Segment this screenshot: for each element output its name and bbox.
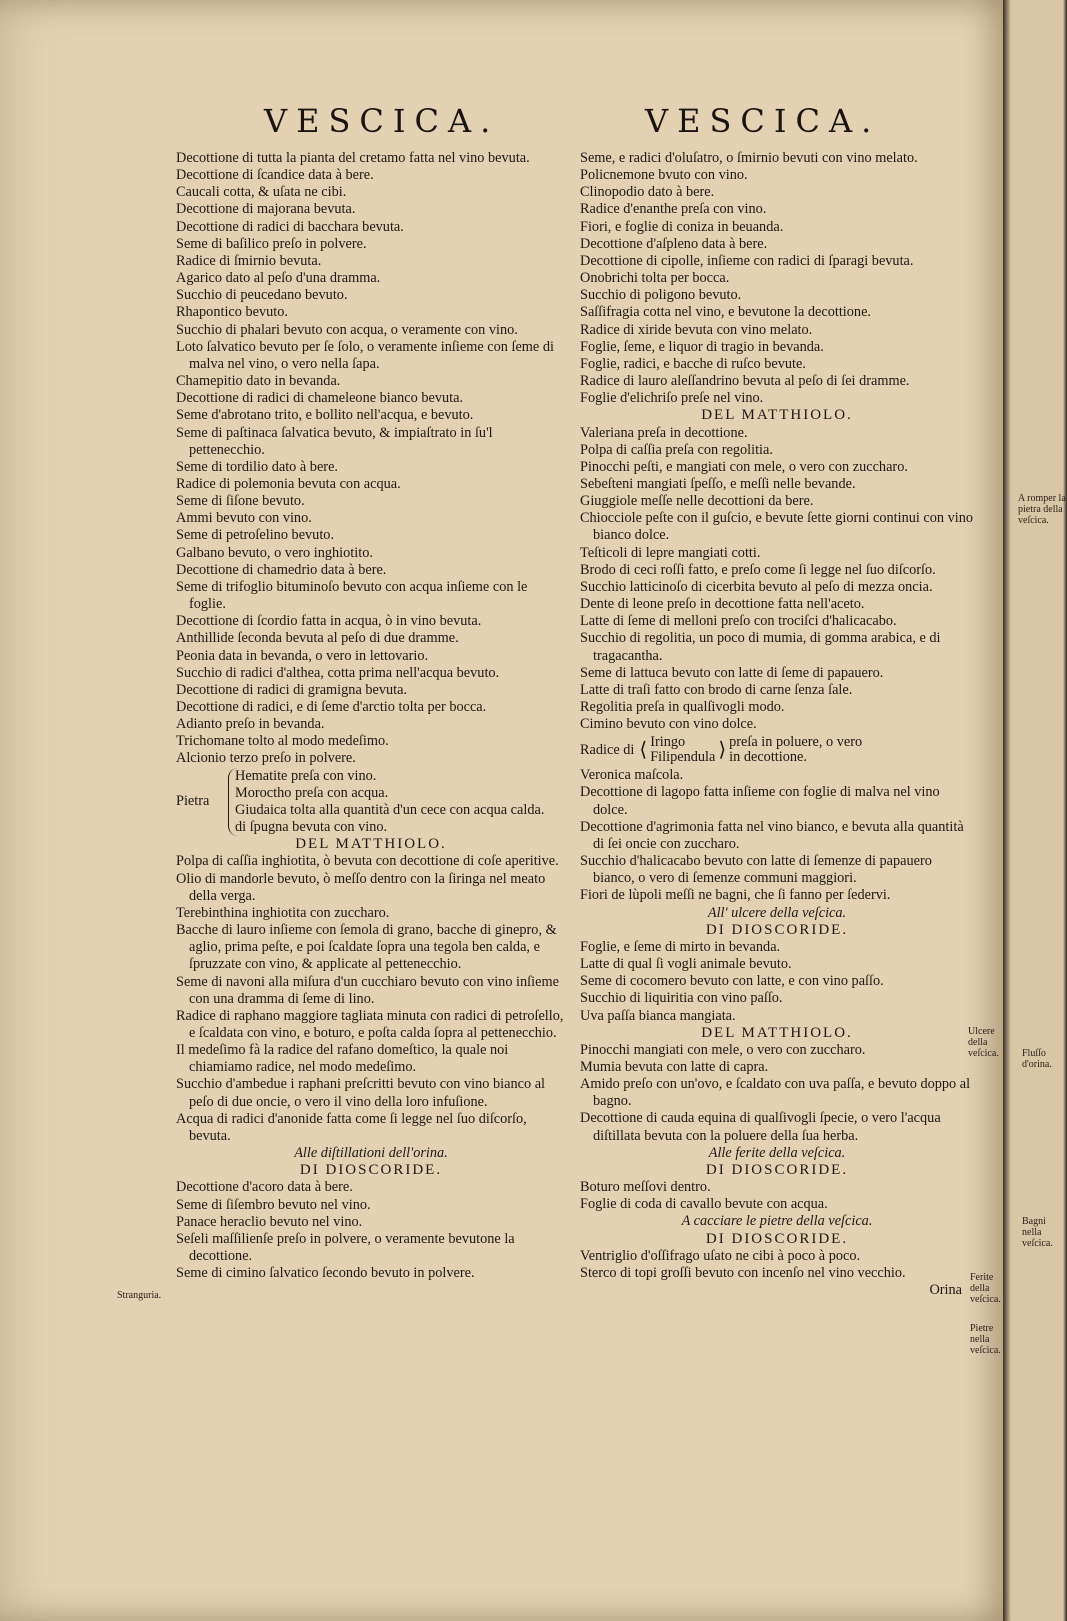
remedy-line: Decottione di majorana bevuta. bbox=[176, 201, 356, 218]
remedy-line: Succhio di radici d'althea, cotta prima nell'acqua bevuto. bbox=[176, 664, 500, 681]
radice-suffix-line: in decottione. bbox=[729, 749, 807, 766]
right-remedies-list bbox=[580, 150, 974, 407]
remedy-line: Valeriana preſa in decottione. bbox=[580, 424, 748, 441]
remedy-line: Radice di ſmirnio bevuta. bbox=[176, 252, 322, 269]
pietra-item: Morocthо preſa con acqua. bbox=[235, 784, 389, 801]
remedy-line: Peonia data in bevanda, o vero in lettovario. bbox=[176, 647, 429, 664]
remedy-line: Loto ſalvatico bevuto per ſe ſolo, o veramente inſieme con ſeme di malva nel vino, o vero nella ſapa. bbox=[176, 338, 554, 372]
right-remedies-list bbox=[580, 1179, 974, 1213]
remedy-line: Seme di trifoglio bituminoſo bevuto con acqua inſieme con le foglie. bbox=[176, 578, 528, 613]
remedy-line: Trichomane tolto al modo medeſimo. bbox=[176, 733, 389, 750]
remedy-line: Decottione di radici di bacchara bevuta. bbox=[176, 218, 404, 235]
subheading: A cacciare le pietre della veſcica. bbox=[681, 1213, 873, 1230]
remedy-line: Olio di mandorle bevuto, ò meſſo dentro con la ſiringa nel meato della verga. bbox=[176, 870, 546, 904]
remedy-line: Teſticoli di lepre mangiati cotti. bbox=[580, 544, 761, 561]
remedy-line: Brodo di ceci roſſi fatto, e preſo come ſi legge nel ſuo diſcorſo. bbox=[580, 561, 936, 578]
pietra-item: Giudaica tolta alla quantità d'un cece con acqua calda. bbox=[235, 801, 545, 818]
subheading: All' ulcere della veſcica. bbox=[707, 904, 847, 921]
remedy-line: Decottione di radici, e di ſeme d'arctio tolta per bocca. bbox=[176, 699, 487, 715]
margin-note: Ferite della veſcica. bbox=[970, 1272, 1001, 1305]
catchword: Orina bbox=[929, 1282, 962, 1298]
remedy-line: Fiori de lùpoli meſſi ne bagni, che ſi fanno per ſedervi. bbox=[580, 887, 891, 904]
remedy-line: Bacche di lauro inſieme con ſemola di grano, bacche di ginepro, & aglio, prima peſte, e poi ſcaldate ſopra una tegola ben calda, e ſpruzzate con vino, & applicate al pettenecchio. bbox=[176, 922, 557, 973]
remedy-line: Foglie, e ſeme di mirto in bevanda. bbox=[580, 938, 781, 955]
left-column bbox=[176, 150, 566, 1282]
bracket-glyph: ⟨ bbox=[639, 738, 648, 761]
remedy-line: Giuggiole meſſe nelle decottioni da bere. bbox=[580, 493, 814, 510]
remedy-line: Succhio di phalari bevuto con acqua, o veramente con vino. bbox=[176, 321, 518, 338]
remedy-line: Rhapontico bevuto. bbox=[176, 304, 288, 321]
section-heading: DEL MATTHIOLO. bbox=[701, 1024, 853, 1041]
remedy-line: Decottione di lagopo fatta inſieme con foglie di malva nel vino dolce. bbox=[580, 784, 940, 818]
remedy-line: Foglie, radici, e bacche di ruſco bevute. bbox=[580, 355, 806, 372]
remedy-line: Decottione di tutta la pianta del cretamo fatta nel vino bevuta. bbox=[176, 150, 530, 166]
remedy-line: Seme di petroſelino bevuto. bbox=[176, 527, 335, 544]
remedy-line: Clinopodio dato à bere. bbox=[580, 184, 715, 201]
remedy-line: Pinocchi peſti, e mangiati con mele, o vero con zuccharo. bbox=[580, 458, 908, 475]
remedy-line: Succhio d'halicacabo bevuto con latte di ſemenze di papauero bianco, o vero di ſemenze communi maggiori. bbox=[580, 853, 932, 887]
section-heading: DI DIOSCORIDE. bbox=[705, 1230, 849, 1247]
next-page-edge bbox=[1003, 0, 1067, 1621]
remedy-line: Decottione di radici di chameleone bianco bevuta. bbox=[176, 390, 464, 407]
remedy-line: Foglie di coda di cavallo bevute con acqua. bbox=[580, 1196, 828, 1213]
section-heading: DI DIOSCORIDE. bbox=[705, 1161, 849, 1178]
remedy-line: Succhio di poligono bevuto. bbox=[580, 287, 742, 304]
left-remedies-list bbox=[176, 150, 566, 768]
remedy-line: Radice di lauro aleſſandrino bevuta al peſo di ſei dramme. bbox=[580, 373, 910, 390]
radice-items bbox=[650, 735, 715, 765]
remedy-line: Decottione di chamedrio data à bere. bbox=[176, 561, 387, 578]
remedy-line: Decottione d'acoro data à bere. bbox=[176, 1179, 353, 1196]
remedy-line: Succhio d'ambedue i raphani preſcritti bevuto con vino bianco al peſo di due oncie, o vero il vino della loro infuſione. bbox=[176, 1076, 546, 1110]
remedy-line: Seme di tordilio dato à bere. bbox=[176, 458, 338, 475]
margin-note: A romper la pietra della veſcica. bbox=[1018, 493, 1066, 526]
remedy-line: Sterco di topi groſſi bevuto con incenſo nel vino vecchio. bbox=[580, 1264, 906, 1281]
remedy-line: Succhio latticinoſo di cicerbita bevuto al peſo di mezza oncia. bbox=[580, 578, 933, 595]
right-remedies-list bbox=[580, 1042, 974, 1145]
remedy-line: Seme di paſtinaca ſalvatica bevuto, & impiaſtrato in ſu'l pettenecchio. bbox=[176, 424, 493, 458]
remedy-line: Polpa di caſſia preſa con regolitia. bbox=[580, 441, 773, 458]
remedy-line: Latte di traſi fatto con brodo di carne ſenza ſale. bbox=[580, 681, 853, 698]
margin-note: Pietre nella veſcica. bbox=[970, 1323, 1001, 1356]
remedy-line: Chamepitio dato in bevanda. bbox=[176, 373, 341, 390]
remedy-line: Seme di cocomero bevuto con latte, e con vino paſſo. bbox=[580, 973, 884, 990]
remedy-line: Galbano bevuto, o vero inghiotito. bbox=[176, 544, 373, 561]
remedy-line: Adianto preſo in bevanda. bbox=[176, 716, 325, 733]
margin-note: Bagni nella veſcica. bbox=[1022, 1216, 1053, 1249]
remedy-line: Seme, e radici d'oluſatro, o ſmirnio bevuti con vino melato. bbox=[580, 150, 918, 166]
remedy-line: Decottione d'aſpleno data à bere. bbox=[580, 235, 768, 252]
remedy-line: Succhio di liquiritia con vino paſſo. bbox=[580, 990, 783, 1007]
pietra-item: Hematite preſa con vino. bbox=[235, 767, 377, 784]
section-heading: DI DIOSCORIDE. bbox=[705, 921, 849, 938]
margin-note: Stranguria. bbox=[117, 1290, 162, 1301]
remedy-line: Succhio di peucedano bevuto. bbox=[176, 287, 348, 304]
remedy-line: Terebinthina inghiotita con zuccharo. bbox=[176, 904, 390, 921]
remedy-line: Alcionio terzo preſo in polvere. bbox=[176, 750, 356, 767]
remedy-line: Foglie d'elichriſo preſe nel vino. bbox=[580, 390, 764, 407]
remedy-line: Anthillide ſeconda bevuta al peſo di due dramme. bbox=[176, 630, 459, 647]
remedy-line: Decottione di cauda equina di qualſivogli ſpecie, o vero l'acqua diſtillata bevuta con la poluere della ſua herba. bbox=[580, 1110, 941, 1144]
left-page-header: VESCICA. bbox=[264, 102, 500, 140]
remedy-line: Sebeſteni mangiati ſpeſſo, e meſſi nelle bevande. bbox=[580, 475, 856, 492]
remedy-line: Seme di lattuca bevuto con latte di ſeme di papauero. bbox=[580, 664, 884, 681]
remedy-line: Decottione di cipolle, inſieme con radici di ſparagi bevuta. bbox=[580, 252, 914, 269]
remedy-line: Ammi bevuto con vino. bbox=[176, 510, 312, 527]
margin-note: Fluſſo d'orina. bbox=[1022, 1048, 1052, 1070]
remedy-line: Seme di ſiſembro bevuto nel vino. bbox=[176, 1196, 371, 1213]
remedy-line: Radice di raphano maggiore tagliata minuta con radici di petroſello, e ſcaldata con vino, e boturo, e poſta calda ſopra al pettenecchio. bbox=[176, 1007, 564, 1041]
remedy-line: Decottione d'agrimonia fatta nel vino bianco, e bevuta alla quantità di ſei oncie con zuccharo. bbox=[580, 818, 964, 852]
remedy-line: Policnemone bvuto con vino. bbox=[580, 167, 748, 184]
remedy-line: Seme di baſilico preſo in polvere. bbox=[176, 235, 367, 252]
remedy-line: Panace heraclio bevuto nel vino. bbox=[176, 1213, 363, 1230]
remedy-line: Seme di cimino ſalvatico ſecondo bevuto in polvere. bbox=[176, 1265, 475, 1282]
left-remedies-list bbox=[176, 853, 566, 1145]
remedy-line: Radice di xiride bevuta con vino melato. bbox=[580, 321, 813, 338]
right-remedies-list bbox=[580, 1248, 974, 1282]
section-heading: DI DIOSCORIDE. bbox=[299, 1162, 443, 1179]
margin-note: Ulcere della veſcica. bbox=[968, 1026, 999, 1059]
right-column bbox=[580, 150, 974, 1299]
section-heading: DEL MATTHIOLO. bbox=[295, 836, 447, 853]
pietra-group bbox=[176, 768, 566, 837]
radice-group bbox=[580, 735, 974, 765]
remedy-line: Dente di leone preſo in decottione fatta nell'aceto. bbox=[580, 596, 865, 613]
radice-suffix-line: preſa in poluere, o vero bbox=[729, 734, 863, 751]
right-remedies-list bbox=[580, 939, 974, 1025]
remedy-line: Veronica maſcola. bbox=[580, 767, 684, 784]
remedy-line: Boturo meſſovi dentro. bbox=[580, 1179, 711, 1196]
remedy-line: Chiocciole peſte con il guſcio, e bevute ſette giorni continui con vino bianco dolce. bbox=[580, 510, 974, 544]
pietra-item: di ſpugna bevuta con vino. bbox=[235, 819, 388, 836]
remedy-line: Seme d'abrotano trito, e bollito nell'acqua, e bevuto. bbox=[176, 407, 474, 424]
remedy-line: Fiori, e foglie di coniza in beuanda. bbox=[580, 218, 784, 235]
section-heading: DEL MATTHIOLO. bbox=[701, 407, 853, 424]
remedy-line: Foglie, ſeme, e liquor di tragio in bevanda. bbox=[580, 338, 824, 355]
remedy-line: Seme di navoni alla miſura d'un cucchiaro bevuto con vino inſieme con una dramma di ſeme di lino. bbox=[176, 973, 559, 1007]
remedy-line: Regolitia preſa in qualſivogli modo. bbox=[580, 699, 785, 715]
remedy-line: Decottione di ſcandice data à bere. bbox=[176, 167, 374, 184]
remedy-line: Latte di ſeme di melloni preſo con trociſci d'halicacabo. bbox=[580, 613, 897, 630]
radice-item: Filipendula bbox=[650, 749, 716, 766]
remedy-line: Pinocchi mangiati con mele, o vero con zuccharo. bbox=[580, 1041, 866, 1058]
radice-label: Radice di bbox=[580, 741, 635, 758]
remedy-line: Polpa di caſſia inghiotita, ò bevuta con decottione di coſe aperitive. bbox=[176, 853, 559, 870]
remedy-line: Ventriglio d'oſſifrago uſato ne cibi à poco à poco. bbox=[580, 1247, 861, 1264]
remedy-line: Cimino bevuto con vino dolce. bbox=[580, 716, 757, 733]
right-remedies-list bbox=[580, 767, 974, 904]
subheading: Alle ferite della veſcica. bbox=[708, 1144, 846, 1161]
remedy-line: Latte di qual ſi vogli animale bevuto. bbox=[580, 956, 792, 973]
remedy-line: Decottione di radici di gramigna bevuta. bbox=[176, 681, 408, 698]
remedy-line: Saſſifragia cotta nel vino, e bevutone la decottione. bbox=[580, 304, 871, 321]
remedy-line: Amido preſo con un'ovo, e ſcaldato con uva paſſa, e bevuto doppo al bagno. bbox=[580, 1076, 971, 1110]
remedy-line: Seſeli maſſilienſe preſo in polvere, o veramente bevutone la decottione. bbox=[176, 1230, 515, 1264]
remedy-line: Mumia bevuta con latte di capra. bbox=[580, 1058, 769, 1075]
right-remedies-list bbox=[580, 425, 974, 734]
left-remedies-list bbox=[176, 1179, 566, 1282]
remedy-line: Acqua di radici d'anonide fatta come ſi legge nel ſuo diſcorſo, bevuta. bbox=[176, 1110, 527, 1144]
remedy-line: Succhio di regolitia, un poco di mumia, di gomma arabica, e di tragacantha. bbox=[580, 630, 941, 664]
remedy-line: Radice di polemonia bevuta con acqua. bbox=[176, 475, 401, 492]
radice-item: Iringo bbox=[650, 734, 686, 751]
right-page-header: VESCICA. bbox=[645, 102, 881, 140]
remedy-line: Caucali cotta, & uſata ne cibi. bbox=[176, 184, 347, 201]
bracket-glyph: ⟩ bbox=[718, 738, 727, 761]
remedy-line: Radice d'enanthe preſa con vino. bbox=[580, 201, 767, 218]
remedy-line: Decottione di ſcordio fatta in acqua, ò in vino bevuta. bbox=[176, 613, 482, 630]
subheading: Alle diſtillationi dell'orina. bbox=[294, 1145, 448, 1162]
remedy-line: Il medeſimo fà la radice del rafano domeſtico, la quale noi chiamiamo radice, nel modo medeſimo. bbox=[176, 1042, 509, 1076]
pietra-items bbox=[228, 768, 544, 837]
remedy-line: Onobrichi tolta per bocca. bbox=[580, 270, 730, 287]
remedy-line: Agarico dato al peſo d'una dramma. bbox=[176, 270, 381, 287]
radice-suffix bbox=[729, 735, 862, 765]
remedy-line: Uva paſſa bianca mangiata. bbox=[580, 1007, 736, 1024]
remedy-line: Seme di ſiſone bevuto. bbox=[176, 493, 305, 510]
pietra-label: Pietra bbox=[176, 793, 210, 810]
